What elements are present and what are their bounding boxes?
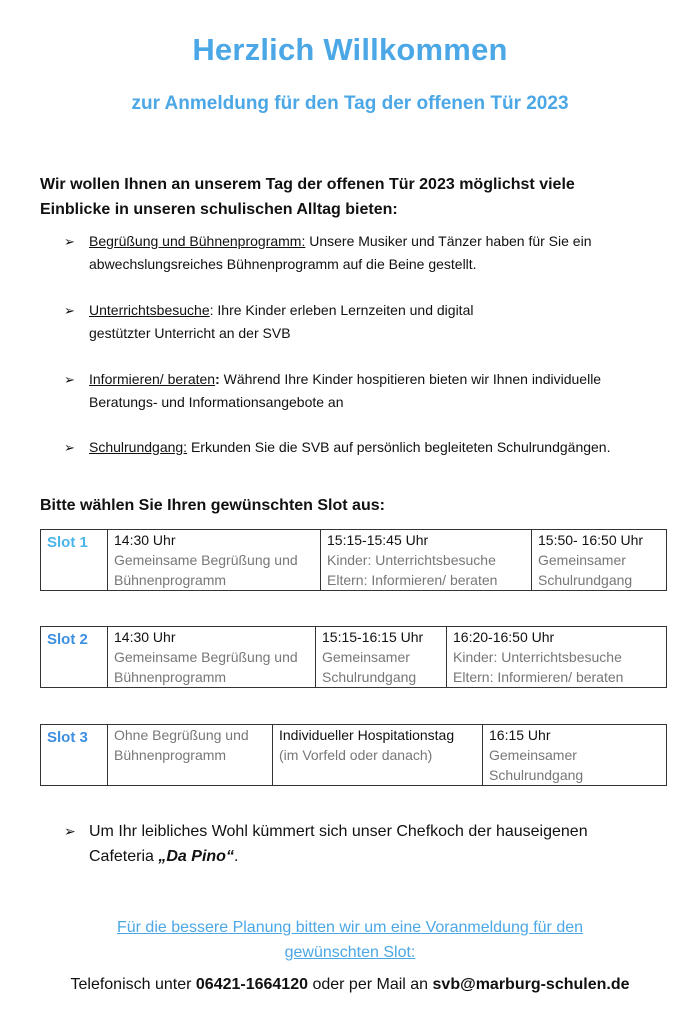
slot-heading: Bitte wählen Sie Ihren gewünschten Slot aus: <box>40 497 385 514</box>
slot-label: Slot 3 <box>41 725 108 786</box>
registration-line-1[interactable]: Für die bessere Planung bitten wir um eine Voranmeldung für den <box>116 919 584 936</box>
bullet-label: Begrüßung und Bühnenprogramm: <box>89 233 306 249</box>
arrow-bullet-icon: ➢ <box>64 372 75 387</box>
slot-desc: Gemeinsamer <box>322 649 410 665</box>
slot-1-table <box>40 529 667 591</box>
cafeteria-suffix: . <box>233 848 239 865</box>
intro-line-1: Wir wollen Ihnen an unserem Tag der offenen Tür 2023 möglichst viele <box>40 176 575 193</box>
slot-time: Individueller Hospitationstag <box>279 727 455 743</box>
slot-cell <box>447 627 667 688</box>
page-title: Herzlich Willkommen <box>192 32 508 67</box>
cafeteria-prefix: Cafeteria <box>89 848 159 865</box>
slot-desc: Bühnenprogramm <box>114 747 227 763</box>
bullet-label: Informieren/ beraten <box>89 371 216 387</box>
slot-time: 15:15-15:45 Uhr <box>327 532 429 548</box>
arrow-bullet-icon: ➢ <box>64 303 75 318</box>
slot-desc: Ohne Begrüßung und <box>114 727 249 743</box>
slot-cell <box>532 530 667 591</box>
registration-line-2[interactable]: gewünschten Slot: <box>284 944 416 961</box>
intro-text <box>40 172 660 222</box>
slot-time: 15:50- 16:50 Uhr <box>538 532 644 548</box>
bullet-text: Während Ihre Kinder hospitieren bieten wir Ihnen individuelle <box>219 371 602 387</box>
phone-number[interactable]: 06421-1664120 <box>195 976 308 993</box>
slot-time: 14:30 Uhr <box>114 532 176 548</box>
slot-desc: Eltern: Informieren/ beraten <box>453 669 624 685</box>
slot-time: 14:30 Uhr <box>114 629 176 645</box>
bullet-text: : Ihre Kinder erleben Lernzeiten und digital <box>209 302 474 318</box>
slot-desc: Gemeinsame Begrüßung und <box>114 552 298 568</box>
slot-2-table <box>40 626 667 688</box>
page-subtitle: zur Anmeldung für den Tag der offenen Tür 2023 <box>131 93 569 114</box>
slot-3-table <box>40 724 667 786</box>
slot-cell <box>108 627 316 688</box>
arrow-bullet-icon: ➢ <box>64 440 75 455</box>
slot-time: 16:20-16:50 Uhr <box>453 629 555 645</box>
bullet-text: Unsere Musiker und Tänzer haben für Sie ein <box>305 233 592 249</box>
slot-desc: Bühnenprogramm <box>114 572 227 588</box>
slot-cell <box>483 725 667 786</box>
arrow-bullet-icon: ➢ <box>64 823 76 839</box>
slot-desc: Kinder: Unterrichtsbesuche <box>327 552 496 568</box>
bullet-text: Erkunden Sie die SVB auf persönlich begleiteten Schulrundgängen. <box>187 439 611 455</box>
slot-desc: (im Vorfeld oder danach) <box>279 747 433 763</box>
cafeteria-line-1: Um Ihr leibliches Wohl kümmert sich unser Chefkoch der hauseigenen <box>89 823 588 840</box>
registration-link[interactable] <box>60 915 640 965</box>
bullet-colon: : <box>215 371 220 387</box>
slot-cell <box>108 725 273 786</box>
bullet-text: abwechslungsreiches Bühnenprogramm auf die Beine gestellt. <box>89 256 477 272</box>
contact-prefix: Telefonisch unter <box>70 976 196 993</box>
slot-desc: Schulrundgang <box>322 669 417 685</box>
slot-label: Slot 1 <box>41 530 108 591</box>
contact-line <box>0 976 700 994</box>
bullet-label: Schulrundgang: <box>89 439 188 455</box>
slot-desc: Gemeinsame Begrüßung und <box>114 649 298 665</box>
arrow-bullet-icon: ➢ <box>64 234 75 249</box>
slot-desc: Bühnenprogramm <box>114 669 227 685</box>
slot-time: 16:15 Uhr <box>489 727 551 743</box>
slot-desc: Schulrundgang <box>538 572 633 588</box>
slot-desc: Gemeinsamer <box>538 552 626 568</box>
intro-line-2: Einblicke in unseren schulischen Alltag bieten: <box>40 201 398 218</box>
bullet-text: gestützter Unterricht an der SVB <box>89 325 291 341</box>
slot-label: Slot 2 <box>41 627 108 688</box>
slot-desc: Kinder: Unterrichtsbesuche <box>453 649 622 665</box>
slot-desc: Schulrundgang <box>489 767 584 783</box>
slot-time: 15:15-16:15 Uhr <box>322 629 424 645</box>
slot-desc: Gemeinsamer <box>489 747 577 763</box>
bullet-label: Unterrichtsbesuche <box>89 302 210 318</box>
slot-cell <box>273 725 483 786</box>
contact-middle: oder per Mail an <box>308 976 433 993</box>
slot-cell <box>321 530 532 591</box>
slot-desc: Eltern: Informieren/ beraten <box>327 572 498 588</box>
slot-cell <box>316 627 447 688</box>
slot-cell <box>108 530 321 591</box>
cafeteria-name: „Da Pino“ <box>158 848 234 865</box>
bullet-text: Beratungs- und Informationsangebote an <box>89 394 344 410</box>
email-address[interactable]: svb@marburg-schulen.de <box>432 976 630 993</box>
